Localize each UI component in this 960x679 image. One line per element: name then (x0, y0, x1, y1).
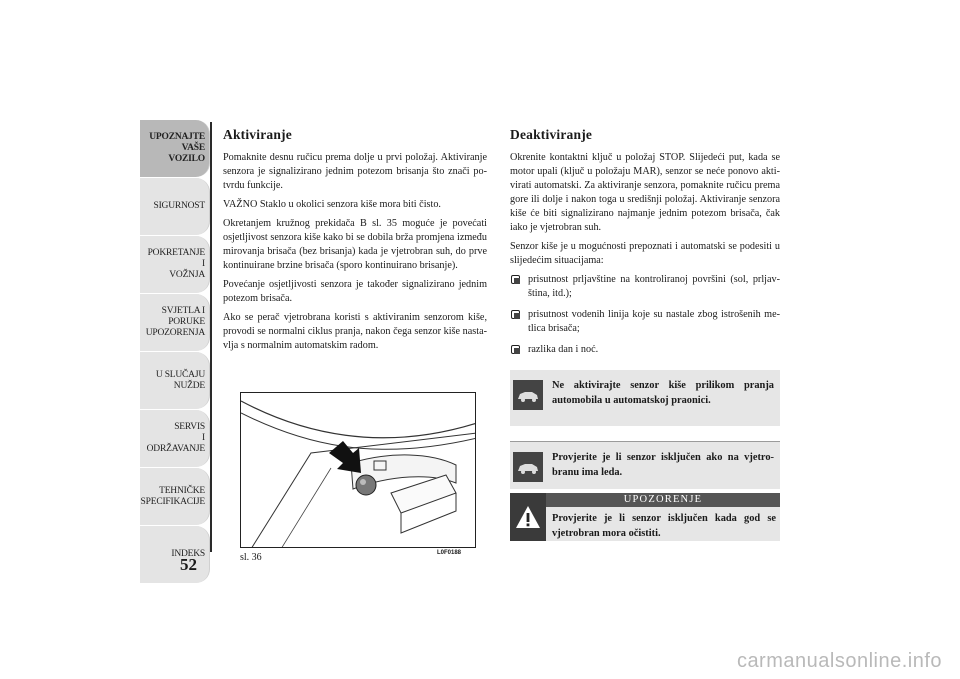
tab-indeks[interactable]: INDEKS (140, 526, 210, 583)
section-deaktiviranje (510, 127, 780, 364)
warning-icon-area (510, 493, 546, 541)
note-icon-area (510, 370, 546, 426)
checkbox-bullet-icon (511, 345, 520, 354)
tab-svjetla-i-poruke[interactable]: SVJETLA I PORUKE UPOZORENJA (140, 294, 210, 351)
list-item-text: prisutnost prljavštine na kontroliranoj površini (sol, prljav-ština, itd.); (528, 274, 780, 299)
figure-code: L0F0188 (437, 550, 462, 556)
section-aktiviranje (223, 127, 487, 358)
page-number: 52 (180, 555, 197, 574)
list-item-text: prisutnost vodenih linija koje su nastale zbog istrošenih me-tlica brisača; (528, 309, 780, 334)
tab-sigurnost[interactable]: SIGURNOST (140, 178, 210, 235)
tab-tehnicke-specifikacije[interactable]: TEHNIČKE SPECIFIKACIJE (140, 468, 210, 525)
tab-pokretanje-i-voznja[interactable]: POKRETANJE I VOŽNJA (140, 236, 210, 293)
warning-triangle-icon (514, 504, 542, 530)
warning-box (510, 493, 780, 541)
rain-sensor-illustration (241, 393, 476, 548)
figure-rain-sensor (240, 392, 476, 548)
note-car-wash (510, 370, 780, 426)
heading-deaktiviranje: Deaktiviranje (510, 127, 593, 142)
paragraph: Povećanje osjetljivosti senzora je također signalizirano jednim potezom brisača. (223, 279, 487, 304)
car-caution-icon (513, 452, 543, 482)
warning-title: UPOZORENJE (546, 493, 780, 507)
list-item-text: razlika dan i noć. (528, 344, 599, 355)
list-item (510, 343, 780, 357)
warning-content (546, 493, 780, 541)
list-item (510, 273, 780, 301)
car-caution-icon (513, 380, 543, 410)
tab-upoznajte-vase-vozilo[interactable]: UPOZNAJTE VAŠE VOZILO (140, 120, 210, 177)
tab-u-slucaju-nuzde[interactable]: U SLUČAJU NUŽDE (140, 352, 210, 409)
warning-text: Provjerite je li senzor isključen kada god se vjetrobran mora očistiti. (552, 513, 776, 539)
paragraph-important: VAŽNO Staklo u okolici senzora kiše mora biti čisto. (223, 199, 441, 210)
heading-aktiviranje: Aktiviranje (223, 127, 292, 142)
figure-caption: sl. 36 (240, 552, 262, 563)
note-text: Provjerite je li senzor isključen ako na vjetro-branu ima leda. (552, 452, 774, 478)
note-text: Ne aktivirajte senzor kiše prilikom pranja automobila u automatskoj praonici. (552, 380, 774, 406)
sidebar-divider (210, 122, 212, 552)
note-icon-area (510, 442, 546, 489)
checkbox-bullet-icon (511, 275, 520, 284)
list-item (510, 308, 780, 336)
paragraph: Senzor kiše je u mogućnosti prepoznati i automatski se podesiti u slijedećim situacijama: (510, 241, 780, 266)
paragraph: Okrenite kontaktni ključ u položaj STOP. Slijedeći put, kada se motor upali (ključ u položaju MAR), senzor se neće ponovo akti-virati automatski. Za aktiviranje senzora, pomaknite ručicu prema gore ili dolje i nakon toga u središnji položaj. Aktiviranje senzora kiše će biti signalizirano najmanje jednim potezom brisača, čak iako je vjetrobran suh. (510, 152, 780, 233)
paragraph: Okretanjem kružnog prekidača B sl. 35 moguće je povećati osjetljivost senzora kiše kako bi se dobila brža promjena između mirovanja brisača (bez brisanja) kada je vjetrobran suh, do prve kontinuirane brzine brisača (sporo kontinuirano brisanje). (223, 218, 487, 271)
checkbox-bullet-icon (511, 310, 520, 319)
watermark: carmanualsonline.info (736, 650, 942, 672)
note-ice (510, 441, 780, 489)
tab-servis-i-odrzavanje[interactable]: SERVIS I ODRŽAVANJE (140, 410, 210, 467)
situations-list (510, 273, 780, 357)
paragraph: Ako se perač vjetrobrana koristi s aktiviranim senzorom kiše, provodi se normalni ciklus pranja, nakon čega senzor kiše nasta-vlja s normalnim automatskim radom. (223, 312, 487, 351)
paragraph: Pomaknite desnu ručicu prema dolje u prvi položaj. Aktiviranje senzora je signalizirano jednim potezom brisanja što znači po-tvrdu funkcije. (223, 152, 487, 191)
